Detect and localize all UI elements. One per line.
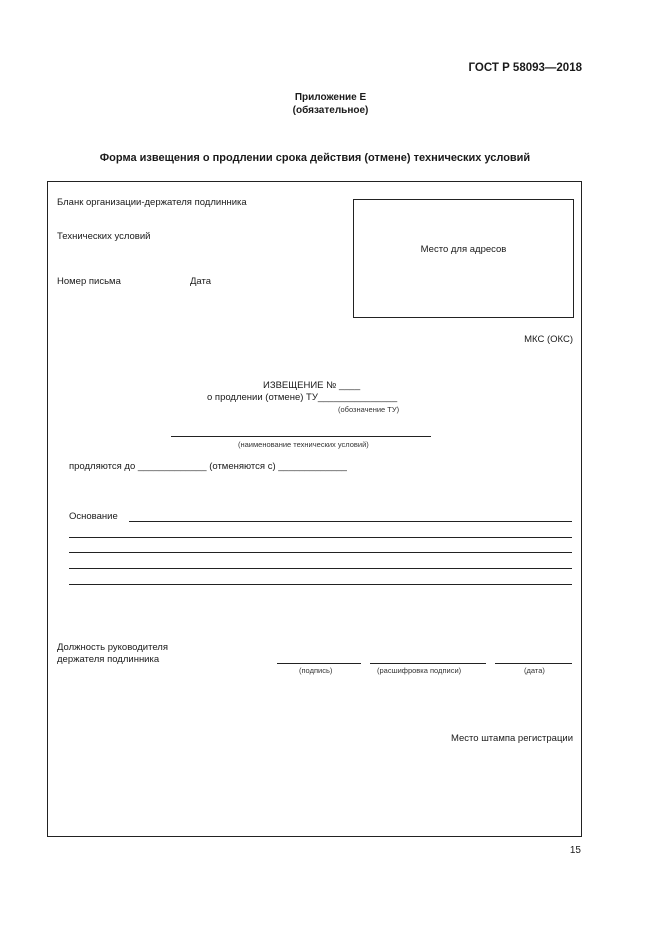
appendix-status: (обязательное) [292,104,369,116]
notice-subtitle: о продлении (отмене) ТУ_______________ [207,392,398,403]
org-blank-label: Бланк организации-держателя подлинника [57,197,247,208]
mks-label: МКС (ОКС) [524,334,573,345]
tu-name-caption: (наименование технических условий) [238,440,369,449]
head-position-line2: держателя подлинника [57,654,160,665]
standard-number: ГОСТ Р 58093—2018 [468,62,582,74]
signature-line [277,663,361,664]
appendix-heading [0,92,661,117]
head-position-line1: Должность руководителя [57,642,168,653]
basis-line [69,552,572,553]
form-title: Форма извещения о продлении срока действия (отмене) технических условий [99,152,531,164]
basis-line [69,584,572,585]
extended-until-line: продляются до _____________ (отменяются с) _____________ [69,461,347,472]
page-number: 15 [569,845,581,856]
tu-name-line [171,436,431,437]
tu-designation-caption: (обозначение ТУ) [338,405,400,414]
basis-label: Основание [69,511,118,522]
stamp-place-label: Место штампа регистрации [450,733,573,744]
date-line [495,663,572,664]
basis-line [69,568,572,569]
signature-caption: (подпись) [299,666,333,675]
letter-number-label: Номер письма [57,276,121,287]
appendix-title: Приложение Е [294,92,367,103]
date-label: Дата [190,276,212,287]
head-position-label [57,642,168,666]
tech-conditions-label: Технических условий [57,231,151,242]
address-box [353,199,574,318]
date-caption: (дата) [524,666,545,675]
address-place-label: Место для адресов [420,244,507,255]
signature-decode-caption: (расшифровка подписи) [377,666,462,675]
notice-title: ИЗВЕЩЕНИЕ № ____ [263,380,361,391]
basis-line [129,521,572,522]
signature-decode-line [370,663,486,664]
basis-line [69,537,572,538]
